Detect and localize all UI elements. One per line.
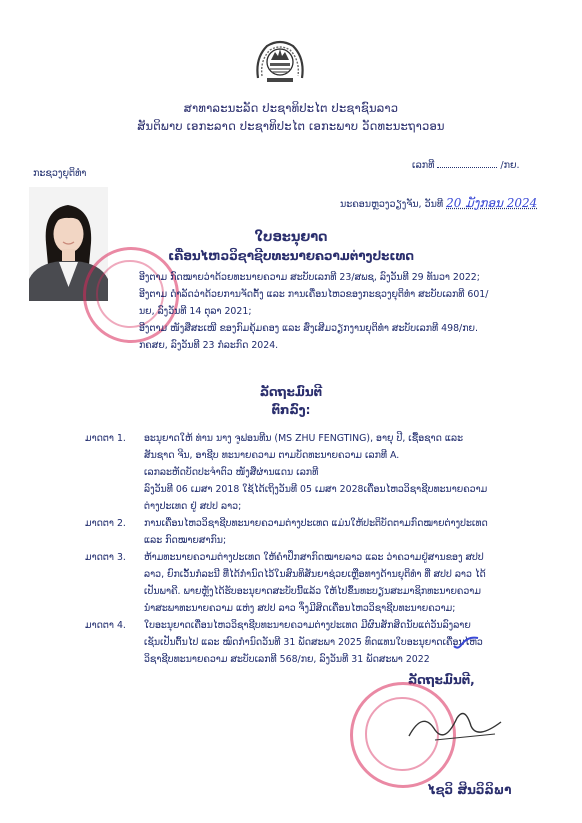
decision-subtitle: ຕົກລົງ: <box>271 403 311 417</box>
article-line: ອະນຸຍາດໃຫ້ ທ່ານ ນາງ ຈູຟອນທີນ (MS ZHU FENGTING), ອາຍຸ ປີ, ເຊື້ອຊາດ ແລະ <box>144 433 464 444</box>
signatory-title: ລັດຖະມົນຕີ, <box>408 673 475 687</box>
place-date-label: ນະຄອນຫຼວງວຽງຈັນ, ວັນທີ <box>340 199 444 210</box>
country-name: ສາທາລະນະລັດ ປະຊາທິປະໄຕ ປະຊາຊົນລາວ <box>183 101 399 115</box>
reference-line: ອີງຕາມ ດຳລັດວ່າດ້ວຍການຈັດຕັ້ງ ແລະ ການເຄື່ອນໄຫວຂອງກະຊວງຍຸຕິທຳ ສະບັບເລກທີ 601/ <box>139 289 489 300</box>
reference-line: ກຄສຍ, ລົງວັນທີ 23 ກໍລະກົດ 2024. <box>139 340 279 351</box>
references <box>139 269 488 354</box>
doc-number-suffix: /ກຍ. <box>500 160 520 171</box>
article-line: ຕ່າງປະເທດ ຢູ່ ສປປ ລາວ; <box>144 501 242 512</box>
ministry-name: ກະຊວງຍຸຕິທຳ <box>33 168 87 179</box>
articles <box>85 430 560 668</box>
article-line: ລົງວັນທີ 06 ເມສາ 2018 ໃຊ້ໄດ້ເຖິງວັນທີ 05 ເມສາ 2028ເຄື່ອນໄຫວວິຊາຊີບທະນາຍຄວາມ <box>144 484 488 495</box>
document-subtitle: ເຄື່ອນໄຫວວິຊາຊີບທະນາຍຄວາມຕ່າງປະເທດ <box>168 249 414 263</box>
article-line: ວິຊາຊີບທະນາຍຄວາມ ສະບັບເລກທີ 568/ກຍ, ລົງວັນທີ 31 ພັດສະພາ 2022 <box>144 654 430 665</box>
article-number: ມາດຕາ 1. <box>85 433 126 444</box>
national-motto: ສັນຕິພາບ ເອກະລາດ ປະຊາທິປະໄຕ ເອກະພາບ ວັດທະນະຖາວອນ <box>137 119 445 133</box>
document-number <box>412 160 520 171</box>
document-title: ໃບອະນຸຍາດ <box>254 230 328 245</box>
reference-line: ອີງຕາມ ກົດໝາຍວ່າດ້ວຍທະນາຍຄວາມ ສະບັບເລກທີ 23/ສພຊ, ລົງວັນທີ 29 ທັນວາ 2022; <box>139 272 480 283</box>
article-line: ເປັນພາຄີ. ພາຍຫຼັງໄດ້ຮັບອະນຸຍາດສະບັບນີ້ແລ້ວ ໃຫ້ໄປຂຶ້ນທະບຽນສະມາຊິກທະນາຍຄວາມ <box>144 586 481 597</box>
decision-title: ລັດຖະມົນຕີ <box>259 385 323 399</box>
article-line: ແລະ ກົດໝາຍສາກົນ; <box>144 535 227 546</box>
handwritten-mark <box>452 634 480 652</box>
article-line: ນຳສະພາທະນາຍຄວາມ ແຫ່ງ ສປປ ລາວ ຈຶ່ງມີສິດເຄື່ອນໄຫວວິຊາຊີບທະນາຍຄວາມ; <box>144 603 456 614</box>
article-3 <box>85 549 560 617</box>
article-1 <box>85 430 560 515</box>
signatory-name: ໄຊວິ ສິນວິລິພາ <box>428 783 512 797</box>
article-line: ເຊັນເປັນຕົ້ນໄປ ແລະ ໝົດກຳນົດວັນທີ 31 ພັດສະພາ 2025 ທົດແທນໃບອະນຸຍາດເຄື່ອນໄຫວ <box>144 637 483 648</box>
doc-number-label: ເລກທີ <box>412 160 435 171</box>
reference-line: ນຍ, ລົງວັນທີ 14 ຕຸລາ 2021; <box>139 306 252 317</box>
article-number: ມາດຕາ 4. <box>85 620 126 631</box>
article-line: ເລກລະຫັດບັດປະຈຳຕົວ ໜັງສືຜ່ານແດນ ເລກທີ <box>144 467 319 478</box>
article-2 <box>85 515 560 549</box>
article-4 <box>85 617 560 668</box>
article-line: ຫ້າມທະນາຍຄວາມຕ່າງປະເທດ ໃຫ້ຄຳປຶກສາກົດໝາຍລາວ ແລະ ວ່າຄວາມຢູ່ສານຂອງ ສປປ <box>144 552 484 563</box>
national-emblem <box>253 38 307 84</box>
place-date <box>340 196 537 210</box>
article-line: ສັນຊາດ ຈີນ, ອາຊີບ ທະນາຍຄວາມ ຕາມບັດທະນາຍຄວາມ ເລກທີ A. <box>144 450 400 461</box>
signature-scribble <box>405 700 505 750</box>
article-line: ການເຄື່ອນໄຫວວິຊາຊີບທະນາຍຄວາມຕ່າງປະເທດ ແມ່ນໃຫ້ປະຕິບັດຕາມກົດໝາຍຕ່າງປະເທດ <box>144 518 488 529</box>
article-number: ມາດຕາ 2. <box>85 518 126 529</box>
reference-line: ອີງຕາມ ໜັງສືສະເໜີ ຂອງກົມຄຸ້ມຄອງ ແລະ ສົ່ງເສີມວຽກງານຍຸຕິທຳ ສະບັບເລກທີ 498/ກຍ. <box>139 323 478 334</box>
article-line: ໃບອະນຸຍາດເຄື່ອນໄຫວວິຊາຊີບທະນາຍຄວາມຕ່າງປະເທດ ມີຜົນສັກສິດນັບແຕ່ວັນລົງລາຍ <box>144 620 471 631</box>
article-number: ມາດຕາ 3. <box>85 552 126 563</box>
article-line: ລາວ, ຍົກເວັ້ນກໍລະນີ ທີ່ໄດ້ກຳນົດໄວ້ໃນສົນທິສັນຍາຊ່ວຍເຫຼືອທາງດ້ານຍຸຕິທຳ ທີ່ ສປປ ລາວ ໄດ້ <box>144 569 486 580</box>
handwritten-date: 20 ມັງກອນ 2024 <box>446 196 538 210</box>
